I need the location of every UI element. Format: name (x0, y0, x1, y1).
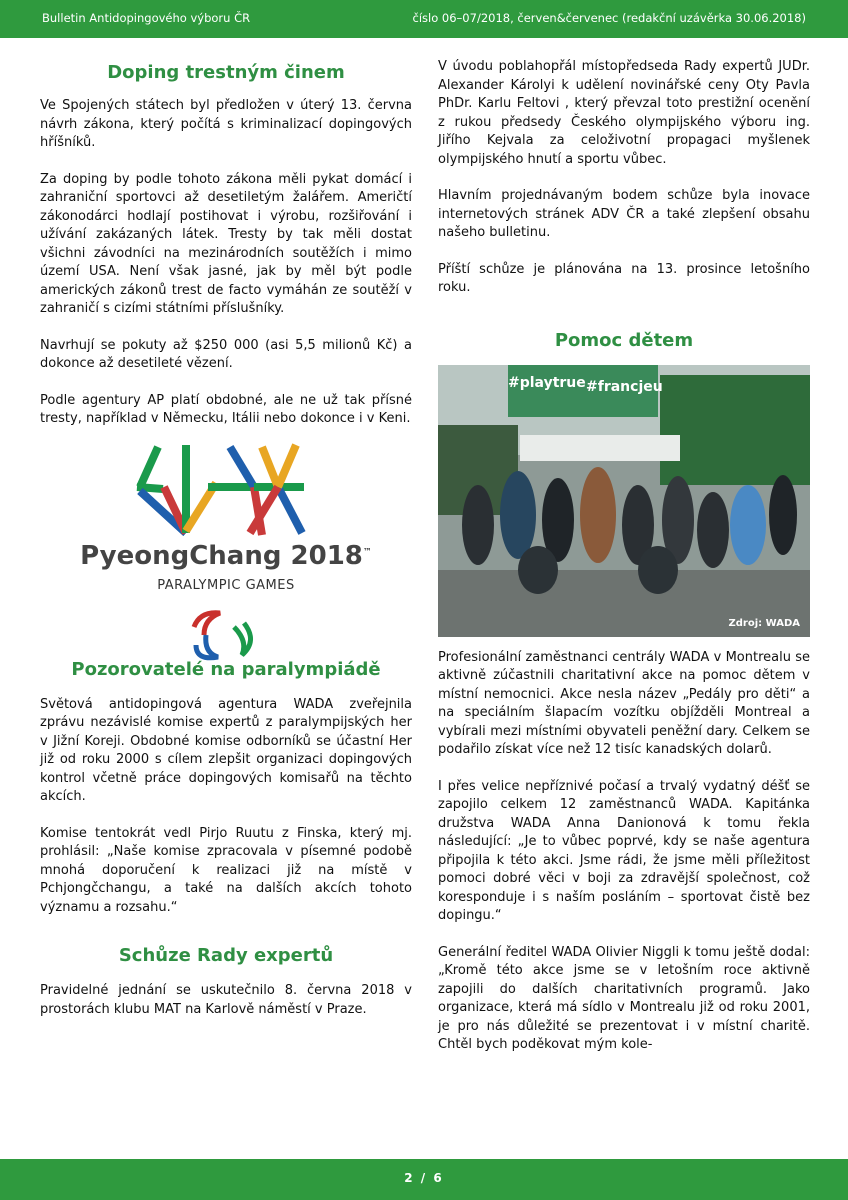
logo-trademark: ™ (362, 546, 372, 557)
paragraph: Generální ředitel WADA Olivier Niggli k tomu ještě dodal: „Kromě této akce jsme se v letošním roce aktivně zapojili do dalších charitativních programů. Jako organizace, která má sídlo v Montrealu již od roku 2001, je pro nás důležité se prezentovat i v místní charitě. Chtěl bych poděkovat mým kole- (438, 944, 810, 1052)
agitos-icon (186, 605, 266, 665)
photo-credit: Zdroj: WADA (728, 617, 800, 629)
paragraph: Světová antidopingová agentura WADA zveřejnila zprávu nezávislé komise expertů z paralympijských her v Jižní Koreji. Obdobné komise odborníků se účastní Her již od roku 2000 s cílem zlepšit organizaci dopingových kontrol včetně práce dopingových komisařů na těchto akcích. (40, 696, 412, 804)
logo-subtitle: PARALYMPIC GAMES (157, 577, 295, 593)
section-title-observers: Pozorovatelé na paralympiádě (71, 658, 381, 680)
paragraph: Pravidelné jednání se uskutečnilo 8. června 2018 v prostorách klubu MAT na Karlově náměstí v Praze. (40, 983, 412, 1017)
paragraph: Podle agentury AP platí obdobné, ale ne už tak přísné tresty, například v Německu, Itálii nebo dokonce i v Keni. (40, 392, 412, 426)
photo-scene-icon (438, 365, 810, 637)
paragraph: Ve Spojených státech byl předložen v úterý 13. června návrh zákona, který počítá s kriminalizací dopingových hříšníků. (40, 98, 412, 150)
pyeongchang-logo (40, 443, 412, 665)
section-title-council: Schůze Rady expertů (118, 945, 334, 966)
bulletin-title: Bulletin Antidopingového výboru ČR (42, 11, 251, 25)
paragraph: Za doping by podle tohoto zákona měli pykat domácí i zahraniční sportovci až desetiletým žalářem. Američtí zákonodárci hodlají postihovat i výrobu, rozšiřování i užívání zakázaných látek. Tresty by tak měli dostat všichni závodníci na mezinárodních soutěžích i mimo území USA. Není však jasné, jak by měl být podle amerických zákonů trest de facto vymáhán ze soutěží v zahraničí s cizími státními příslušníky. (40, 171, 412, 316)
paragraph: Komise tentokrát vedl Pirjo Ruutu z Finska, který mj. prohlásil: „Naše komise zpracovala v písemné podobě mnohá doporučení k realizaci již na místě v Pchjongčchangu, a také na dalších akcích tohoto významu a rozsahu.“ (40, 825, 412, 915)
paragraph: Hlavním projednávaným bodem schůze byla inovace internetových stránek ADV ČR a také zlepšení obsahu našeho bulletinu. (438, 188, 810, 240)
wada-team-photo (438, 365, 810, 637)
left-column (40, 58, 412, 1019)
paragraph: Navrhují se pokuty až $250 000 (asi 5,5 milionů Kč) a dokonce až desetileté vězení. (40, 337, 412, 371)
section-title-help: Pomoc dětem (554, 329, 694, 351)
paragraph: I přes velice nepříznivé počasí a trvalý vydatný déšť se zapojilo celkem 12 zaměstnanců WADA. Kapitánka družstva WADA Anna Danionová k tomu řekla následující: „Je to vůbec poprvé, kdy se naše agentura připojila k této akci. Jsme rádi, že jsme měli příležitost pomoci dobré věci v boji za zdravější společnost, což koresponduje i s naším posláním – sportovat čistě bez dopingu.“ (438, 778, 810, 923)
logo-name: PyeongChang 2018 (80, 540, 363, 571)
photo-banner-francjeu: #francjeu (586, 378, 663, 395)
paragraph: Profesionální zaměstnanci centrály WADA v Montrealu se aktivně zúčastnili charitativní akce na pomoc dětem v místní nemocnici. Akce nesla název „Pedály pro děti“ a na speciálním šlapacím vozítku objížděli Montreal a vybírali mezi místními obyvateli peněžní dary. Celkem se podařilo získat více než 12 tisíc kanadských dolarů. (438, 649, 810, 757)
section-title-doping: Doping trestným činem (107, 62, 345, 83)
photo-banner-playtrue: #playtrue (508, 374, 586, 391)
paragraph: V úvodu poblahopřál místopředseda Rady expertů JUDr. Alexander Károlyi k udělení novinářské ceny Oty Pavla PhDr. Karlu Feltovi , který převzal toto prestižní ocenění z rukou předsedy Českého olympijského výboru ing. Jiřího Kejvala za celoživotní propagaci myšlenek olympijského hnutí a sportu vůbec. (438, 59, 810, 167)
right-column (438, 58, 810, 1055)
pyeongchang-emblem-icon (40, 443, 412, 539)
issue-info: číslo 06–07/2018, červen&červenec (redakční uzávěrka 30.06.2018) (412, 11, 806, 25)
page-number: 2 / 6 (404, 1171, 444, 1185)
header-bar (0, 0, 848, 38)
footer-bar (0, 1159, 848, 1200)
paragraph: Příští schůze je plánována na 13. prosince letošního roku. (438, 261, 810, 295)
logo-wordmark (40, 541, 412, 571)
